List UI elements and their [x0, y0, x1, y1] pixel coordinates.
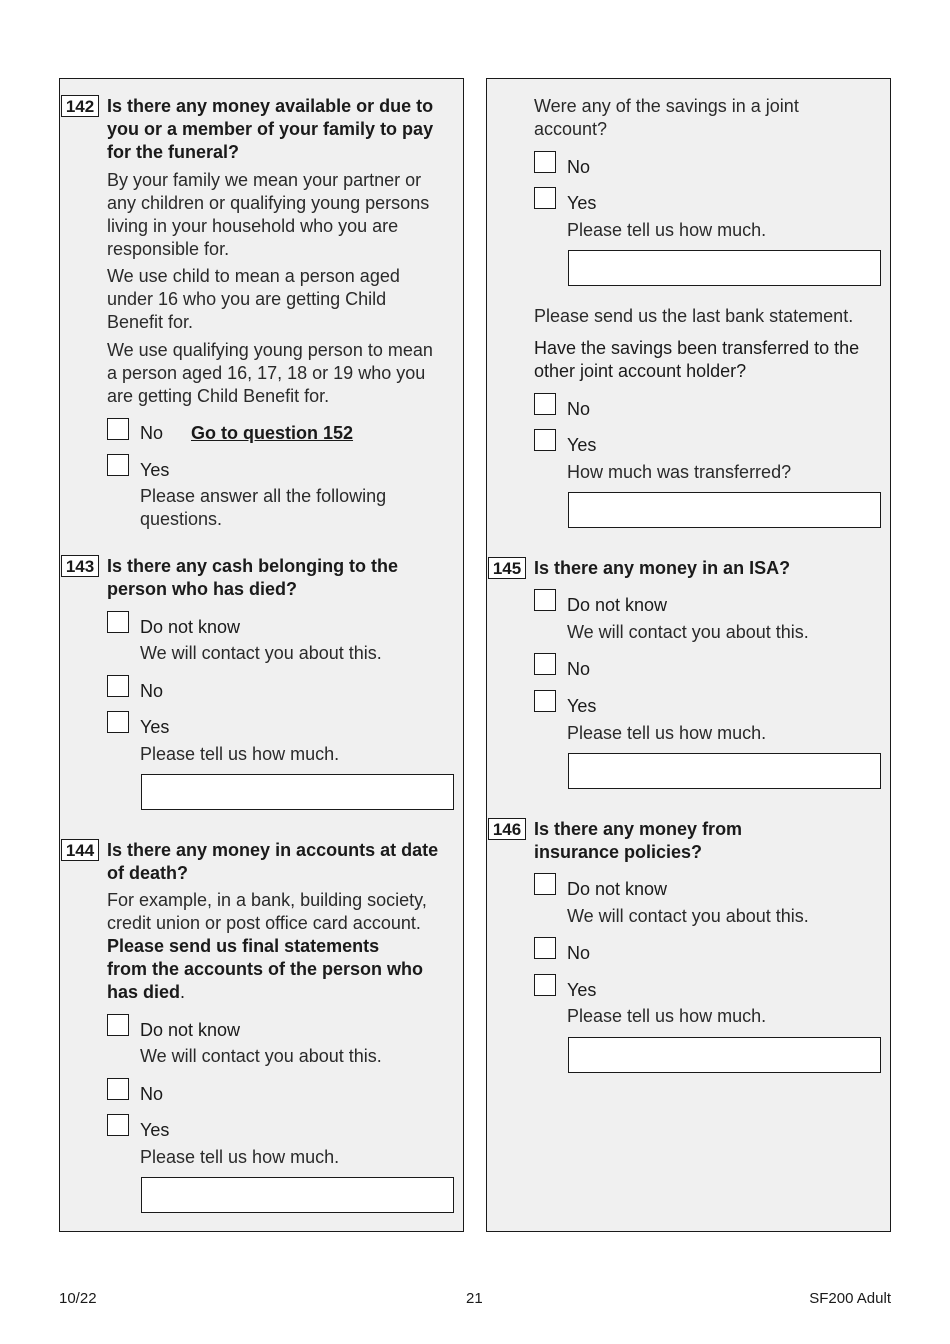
q144-bold-line3: [107, 981, 185, 1004]
q145-no-checkbox[interactable]: [534, 653, 556, 675]
q142-para2-line3: Benefit for.: [107, 312, 194, 332]
q144-dont-know-hint: We will contact you about this.: [140, 1046, 382, 1066]
q143-yes-checkbox[interactable]: [107, 711, 129, 733]
footer-date-code: 10/22: [59, 1290, 97, 1307]
q143-dont-know-checkbox[interactable]: [107, 611, 129, 633]
q142-para1-line1: By your family we mean your partner or: [107, 170, 422, 190]
q144-dont-know-checkbox[interactable]: [107, 1014, 129, 1036]
joint-no-checkbox[interactable]: [534, 151, 556, 173]
q142-yes-label: Yes: [140, 460, 170, 480]
q143-yes-hint: Please tell us how much.: [140, 744, 340, 764]
transfer-yes-label: Yes: [567, 435, 597, 455]
q145-dont-know-hint: We will contact you about this.: [567, 622, 809, 642]
q144-bold-line3-text: has died: [107, 982, 181, 1002]
q146-yes-checkbox[interactable]: [534, 974, 556, 996]
q144-yes-hint: Please tell us how much.: [140, 1147, 340, 1167]
q143-dont-know-label: Do not know: [140, 617, 241, 637]
q142-para2-line2: under 16 who you are getting Child: [107, 289, 387, 309]
q146-dont-know-label: Do not know: [567, 879, 668, 899]
joint-transfer-question-line2: other joint account holder?: [534, 361, 747, 381]
q145-dont-know-checkbox[interactable]: [534, 589, 556, 611]
q142-para3-line2: a person aged 16, 17, 18 or 19 who you: [107, 363, 426, 383]
question-144-title-line2: of death?: [107, 863, 188, 883]
joint-amount-field[interactable]: [568, 250, 881, 286]
q146-dont-know-checkbox[interactable]: [534, 873, 556, 895]
q146-no-checkbox[interactable]: [534, 937, 556, 959]
q142-para3-line1: We use qualifying young person to mean: [107, 340, 433, 360]
question-142-title-line1: Is there any money available or due to: [107, 96, 434, 116]
q144-amount-field[interactable]: [141, 1177, 454, 1213]
q142-para2-line1: We use child to mean a person aged: [107, 266, 400, 286]
question-143-title-line2: person who has died?: [107, 579, 298, 599]
q146-dont-know-hint: We will contact you about this.: [567, 906, 809, 926]
q142-yes-hint-line1: Please answer all the following: [140, 486, 387, 506]
transfer-no-checkbox[interactable]: [534, 393, 556, 415]
q144-para-line2: credit union or post office card account.: [107, 913, 421, 933]
q146-yes-hint: Please tell us how much.: [567, 1006, 767, 1026]
q143-no-checkbox[interactable]: [107, 675, 129, 697]
footer-page-number: 21: [466, 1290, 483, 1307]
question-number-143: 143: [61, 555, 99, 577]
joint-transfer-question-line1: Have the savings been transferred to the: [534, 338, 860, 358]
q142-para1-line4: responsible for.: [107, 239, 230, 259]
question-number-146: 146: [488, 818, 526, 840]
transfer-no-label: No: [567, 399, 591, 419]
joint-yes-hint: Please tell us how much.: [567, 220, 767, 240]
q144-no-label: No: [140, 1084, 164, 1104]
q143-amount-field[interactable]: [141, 774, 454, 810]
q142-para3-line3: are getting Child Benefit for.: [107, 386, 330, 406]
q142-no-label: No: [140, 423, 164, 443]
question-143-title-line1: Is there any cash belonging to the: [107, 556, 399, 576]
question-145-title: Is there any money in an ISA?: [534, 558, 791, 578]
q145-dont-know-label: Do not know: [567, 595, 668, 615]
q144-yes-checkbox[interactable]: [107, 1114, 129, 1136]
q145-amount-field[interactable]: [568, 753, 881, 789]
q143-yes-label: Yes: [140, 717, 170, 737]
q144-dont-know-label: Do not know: [140, 1020, 241, 1040]
joint-question-line2: account?: [534, 119, 608, 139]
transfer-yes-hint: How much was transferred?: [567, 462, 792, 482]
q144-bold-line3-period: .: [180, 982, 186, 1002]
q142-yes-checkbox[interactable]: [107, 454, 129, 476]
q144-para-line1: For example, in a bank, building society,: [107, 890, 427, 910]
q144-yes-label: Yes: [140, 1120, 170, 1140]
q142-goto-question-152-link[interactable]: Go to question 152: [191, 423, 354, 443]
transfer-yes-checkbox[interactable]: [534, 429, 556, 451]
q144-bold-line2: from the accounts of the person who: [107, 959, 424, 979]
question-142-title-line2: you or a member of your family to pay: [107, 119, 434, 139]
q145-yes-checkbox[interactable]: [534, 690, 556, 712]
question-number-142: 142: [61, 95, 99, 117]
q145-yes-hint: Please tell us how much.: [567, 723, 767, 743]
q145-yes-label: Yes: [567, 696, 597, 716]
q142-no-checkbox[interactable]: [107, 418, 129, 440]
q143-no-label: No: [140, 681, 164, 701]
question-number-145: 145: [488, 557, 526, 579]
q142-yes-hint-line2: questions.: [140, 509, 223, 529]
question-146-title-line1: Is there any money from: [534, 819, 743, 839]
q146-no-label: No: [567, 943, 591, 963]
joint-statement-note: Please send us the last bank statement.: [534, 306, 854, 326]
q144-no-checkbox[interactable]: [107, 1078, 129, 1100]
question-number-144: 144: [61, 839, 99, 861]
q145-no-label: No: [567, 659, 591, 679]
q146-amount-field[interactable]: [568, 1037, 881, 1073]
q146-yes-label: Yes: [567, 980, 597, 1000]
joint-yes-checkbox[interactable]: [534, 187, 556, 209]
transfer-amount-field[interactable]: [568, 492, 881, 528]
joint-question-line1: Were any of the savings in a joint: [534, 96, 799, 116]
question-146-title-line2: insurance policies?: [534, 842, 703, 862]
q142-para1-line2: any children or qualifying young persons: [107, 193, 430, 213]
joint-yes-label: Yes: [567, 193, 597, 213]
footer-form-name: SF200 Adult: [809, 1290, 891, 1307]
q144-bold-line1: Please send us final statements: [107, 936, 380, 956]
joint-no-label: No: [567, 157, 591, 177]
question-144-title-line1: Is there any money in accounts at date: [107, 840, 439, 860]
q142-para1-line3: living in your household who you are: [107, 216, 399, 236]
q143-dont-know-hint: We will contact you about this.: [140, 643, 382, 663]
question-142-title-line3: for the funeral?: [107, 142, 240, 162]
